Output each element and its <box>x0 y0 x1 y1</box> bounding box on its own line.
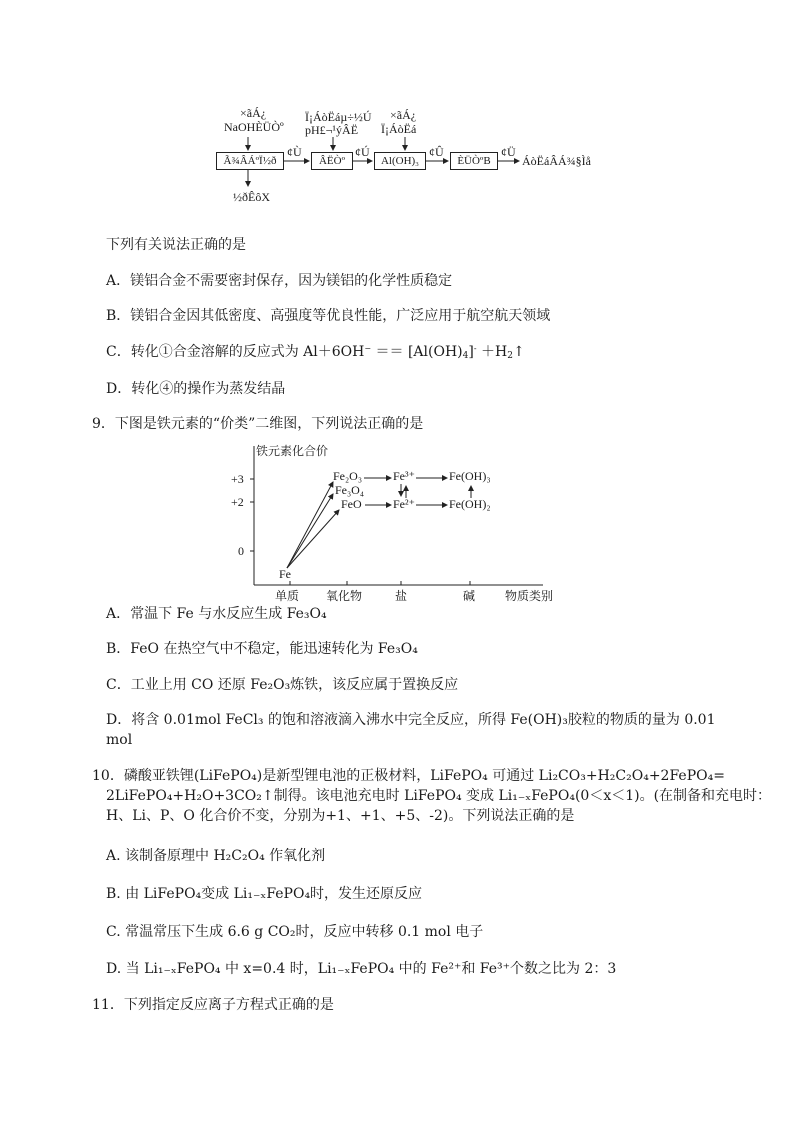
q9-stem: 9．下图是铁元素的“价类”二维图，下列说法正确的是 <box>92 416 424 432</box>
q8-option-a: A．镁铝合金不需要密封保存，因为镁铝的化学性质稳定 <box>106 273 453 289</box>
reagent-acid-ph: Ï¡ÁòËáµ÷½Ú <box>305 110 372 124</box>
q8-stem: 下列有关说法正确的是 <box>106 237 246 253</box>
box-alloy: Ã¾ÂÁºÏ½ð <box>216 152 284 170</box>
box-filtrate: ÂËÒº <box>311 152 353 170</box>
species-fe3plus: Fe³⁺ <box>393 469 415 483</box>
species-fe3o4: Fe₃O₄ <box>335 483 365 497</box>
ytick-plus2: +2 <box>231 495 244 509</box>
product-crystal: ÁòËáÂÁ¾§Ìå <box>522 154 591 168</box>
step-3-label: ¢Û <box>429 145 444 159</box>
q8-option-c-mid: ＝＝ [Al(OH) <box>375 344 463 360</box>
q10-stem-line1: 10．磷酸亚铁锂(LiFePO₄)是新型锂电池的正极材料，LiFePO₄ 可通过 Li₂CO₃+H₂C₂O₄+2FePO₄= <box>92 768 725 784</box>
q11-stem: 11．下列指定反应离子方程式正确的是 <box>92 997 334 1013</box>
q8-option-c: C．转化①合金溶解的反应式为 $Al+6OH^- == [Al(OH)_4]^-$ $+H_2↑$ <box>106 344 525 361</box>
q8-option-c-bracket: ] <box>468 344 474 360</box>
species-fe: Fe <box>279 567 291 581</box>
species-feoh2: Fe(OH)₂ <box>449 497 491 511</box>
reagent-naoh: NaOHÈÜÒº <box>224 120 284 134</box>
q9-option-d-line1: D．将含 0.01mol FeCl₃ 的饱和溶液滴入沸水中完全反应，所得 Fe(OH)₃胶粒的物质的量为 0.01 <box>106 712 716 728</box>
chart-ylabel: 铁元素化合价 <box>256 444 329 458</box>
step-2-label: ¢Ú <box>355 145 370 159</box>
xtick-base: 碱 <box>463 589 476 603</box>
q10-option-a: A. 该制备原理中 H₂C₂O₄ 作氧化剂 <box>106 848 326 864</box>
box-solution-b: ÈÜÒºB <box>450 152 498 170</box>
metal-x: ½ðÊôX <box>233 190 270 204</box>
species-fe2plus: Fe²⁺ <box>393 497 415 511</box>
q10-stem-line2: 2LiFePO₄+H₂O+3CO₂↑制得。该电池充电时 LiFePO₄ 变成 Li₁₋ₓFePO₄(0＜x＜1)。(在制备和充电时： <box>106 788 772 804</box>
reagent-acid: Ï¡ÁòËá <box>381 122 417 136</box>
species-feo: FeO <box>341 497 362 511</box>
xtick-salt: 盐 <box>395 589 408 603</box>
q10-option-d: D. 当 Li₁₋ₓFePO₄ 中 x=0.4 时，Li₁₋ₓFePO₄ 中的 Fe²⁺和 Fe³⁺个数之比为 2：3 <box>106 961 617 977</box>
q10-option-c: C. 常温常压下生成 6.6 g CO₂时，反应中转移 0.1 mol 电子 <box>106 924 484 940</box>
q10-stem-line3: H、Li、P、O 化合价不变，分别为+1、+1、+5、-2)。下列说法正确的是 <box>106 808 575 824</box>
xtick-oxide: 氧化物 <box>326 589 363 603</box>
chart-xlabel: 物质类别 <box>505 589 554 603</box>
reagent-ph-filter: pH£¬¹ýÂË <box>305 123 359 137</box>
ytick-plus3: +3 <box>231 472 244 486</box>
reagent-naoh-amount: ×ãÁ¿ <box>240 106 267 120</box>
q9-option-b: B．FeO 在热空气中不稳定，能迅速转化为 Fe₃O₄ <box>106 641 418 657</box>
box-aloh3: Al(OH)₃ <box>374 152 426 170</box>
xtick-element: 单质 <box>275 589 300 603</box>
reagent-acid-amount: ×ãÁ¿ <box>390 108 417 122</box>
step-4-label: ¢Ü <box>501 145 516 159</box>
species-feoh3: Fe(OH)₃ <box>449 469 491 483</box>
q8-option-d: D．转化④的操作为蒸发结晶 <box>106 381 286 397</box>
species-fe2o3: Fe₂O₃ <box>333 469 363 483</box>
q9-option-a: A．常温下 Fe 与水反应生成 Fe₃O₄ <box>106 606 327 622</box>
q8-option-c-pre: C．转化①合金溶解的反应式为 Al＋6OH <box>106 344 365 360</box>
q9-option-c: C．工业上用 CO 还原 Fe₂O₃炼铁，该反应属于置换反应 <box>106 677 459 693</box>
q9-option-d-line2: mol <box>106 732 133 748</box>
ytick-zero: 0 <box>238 544 244 558</box>
step-1-label: ¢Ù <box>287 145 302 159</box>
q8-option-c-tail: ＋H <box>480 344 508 360</box>
q10-option-b: B. 由 LiFePO₄变成 Li₁₋ₓFePO₄时，发生还原反应 <box>106 886 423 902</box>
q8-option-b: B．镁铝合金因其低密度、高强度等优良性能，广泛应用于航空航天领域 <box>106 308 551 324</box>
